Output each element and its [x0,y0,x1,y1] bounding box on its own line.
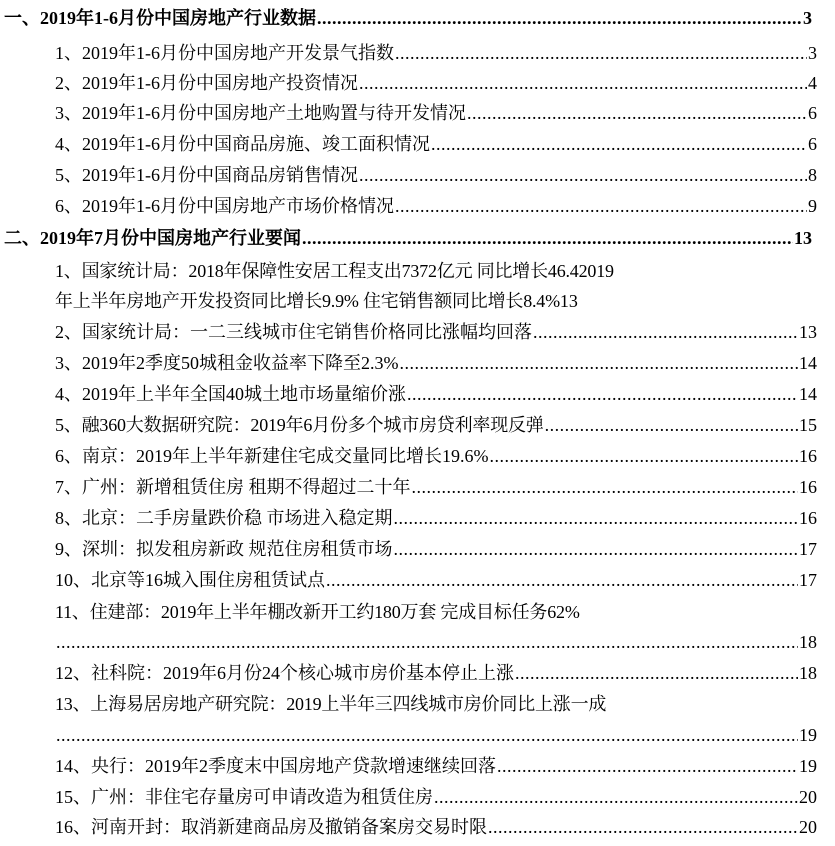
toc-item-title-line2: 年上半年房地产开发投资同比增长9.9% 住宅销售额同比增长8.4% [55,291,560,311]
dot-leader [326,571,798,589]
dot-leader [545,416,798,434]
dot-leader [394,540,799,558]
toc-item[interactable] [55,788,817,806]
toc-item-title: 12、社科院：2019年6月份24个核心城市房价基本停止上涨 [55,663,514,683]
toc-page-number: 6 [808,103,817,123]
dot-leader [359,74,807,92]
toc-item-title: 4、2019年上半年全国40城土地市场量缩价涨 [55,384,406,404]
toc-item[interactable] [55,447,817,465]
toc-section-title: 一、2019年1-6月份中国房地产行业数据 [4,8,316,28]
toc-item-title: 9、深圳：拟发租房新政 规范住房租赁市场 [55,539,393,559]
dot-leader [407,385,798,403]
toc-item-title: 3、2019年2季度50城租金收益率下降至2.3% [55,353,399,373]
toc-item-title: 5、2019年1-6月份中国商品房销售情况 [55,165,358,185]
toc-item-title: 7、广州：新增租赁住房 租期不得超过二十年 [55,477,411,497]
toc-item-title: 1、2019年1-6月份中国房地产开发景气指数 [55,43,394,63]
toc-page-number: 15 [799,415,817,435]
toc-item[interactable] [55,603,817,621]
toc-section-title: 二、2019年7月份中国房地产行业要闻 [4,228,301,248]
dot-leader [56,633,798,651]
toc-item-title: 2、国家统计局：一二三线城市住宅销售价格同比涨幅均回落 [55,322,532,342]
toc-item[interactable] [55,416,817,434]
toc-item[interactable] [55,104,817,122]
toc-page-number: 19 [799,725,817,745]
toc-item[interactable] [55,695,817,713]
dot-leader [395,44,807,62]
toc-item-title: 13、上海易居房地产研究院：2019上半年三四线城市房价同比上涨一成 [55,694,607,714]
toc-section-2[interactable] [4,229,812,247]
toc-item[interactable] [55,74,817,92]
toc-item-title: 11、住建部：2019年上半年棚改新开工约180万套 完成目标任务62% [55,602,580,622]
toc-item[interactable] [55,571,817,589]
toc-section-1[interactable] [4,9,812,27]
dot-leader [317,9,802,27]
toc-item[interactable] [55,262,817,280]
toc-page-number: 8 [808,165,817,185]
toc-page-number: 20 [799,817,817,837]
toc-page-number: 3 [803,8,812,28]
dot-leader [488,818,798,836]
toc-item-title: 10、北京等16城入围住房租赁试点 [55,570,325,590]
dot-leader [56,726,798,744]
toc-page-number: 17 [799,570,817,590]
toc-item-title: 16、河南开封：取消新建商品房及撤销备案房交易时限 [55,817,487,837]
toc-item[interactable] [55,323,817,341]
toc-item-title: 8、北京：二手房量跌价稳 市场进入稳定期 [55,508,393,528]
dot-leader [533,323,798,341]
toc-item[interactable] [55,818,817,836]
toc-page-number: 3 [808,43,817,63]
toc-page-number: 14 [799,384,817,404]
toc-item[interactable] [55,757,817,775]
toc-page-number: 20 [799,787,817,807]
dot-leader [515,664,798,682]
toc-item-title: 14、央行：2019年2季度末中国房地产贷款增速继续回落 [55,756,496,776]
toc-item-title: 2、2019年1-6月份中国房地产投资情况 [55,73,358,93]
toc-page-number: 13 [794,228,812,248]
toc-item-title: 6、2019年1-6月份中国房地产市场价格情况 [55,196,394,216]
toc-item[interactable] [55,135,817,153]
toc-page-number: 13 [559,291,578,311]
toc-item[interactable] [55,385,817,403]
toc-item[interactable] [55,354,817,372]
dot-leader [490,447,799,465]
toc-page-number: 6 [808,134,817,154]
toc-page-number: 18 [799,632,817,652]
toc-item-continued[interactable] [55,633,817,651]
toc-item-title: 5、融360大数据研究院：2019年6月份多个城市房贷利率现反弹 [55,415,544,435]
toc-item-title-line1: 1、国家统计局：2018年保障性安居工程支出7372亿元 同比增长46.42019 [55,261,614,281]
toc-page-number: 16 [799,446,817,466]
toc-item-continued[interactable] [55,292,817,310]
dot-leader [359,166,807,184]
dot-leader [467,104,807,122]
dot-leader [395,197,807,215]
dot-leader [400,354,799,372]
dot-leader [434,788,798,806]
toc-item[interactable] [55,509,817,527]
toc-page-number: 17 [799,539,817,559]
toc-page-number: 14 [799,353,817,373]
toc-page-number: 18 [799,663,817,683]
toc-item-continued[interactable] [55,726,817,744]
toc-page-number: 16 [799,477,817,497]
toc-page-number: 13 [799,322,817,342]
toc-item[interactable] [55,44,817,62]
toc-item-title: 4、2019年1-6月份中国商品房施、竣工面积情况 [55,134,430,154]
toc-page-number: 19 [799,756,817,776]
dot-leader [394,509,799,527]
toc-page-number: 16 [799,508,817,528]
toc-item[interactable] [55,478,817,496]
toc-item-title: 6、南京：2019年上半年新建住宅成交量同比增长19.6% [55,446,489,466]
dot-leader [412,478,799,496]
toc-item[interactable] [55,540,817,558]
toc-item-title: 3、2019年1-6月份中国房地产土地购置与待开发情况 [55,103,466,123]
dot-leader [431,135,807,153]
toc-item[interactable] [55,166,817,184]
toc-item[interactable] [55,197,817,215]
toc-page-number: 4 [808,73,817,93]
dot-leader [497,757,798,775]
dot-leader [302,229,793,247]
toc-item[interactable] [55,664,817,682]
toc-page-number: 9 [808,196,817,216]
toc-item-title: 15、广州：非住宅存量房可申请改造为租赁住房 [55,787,433,807]
